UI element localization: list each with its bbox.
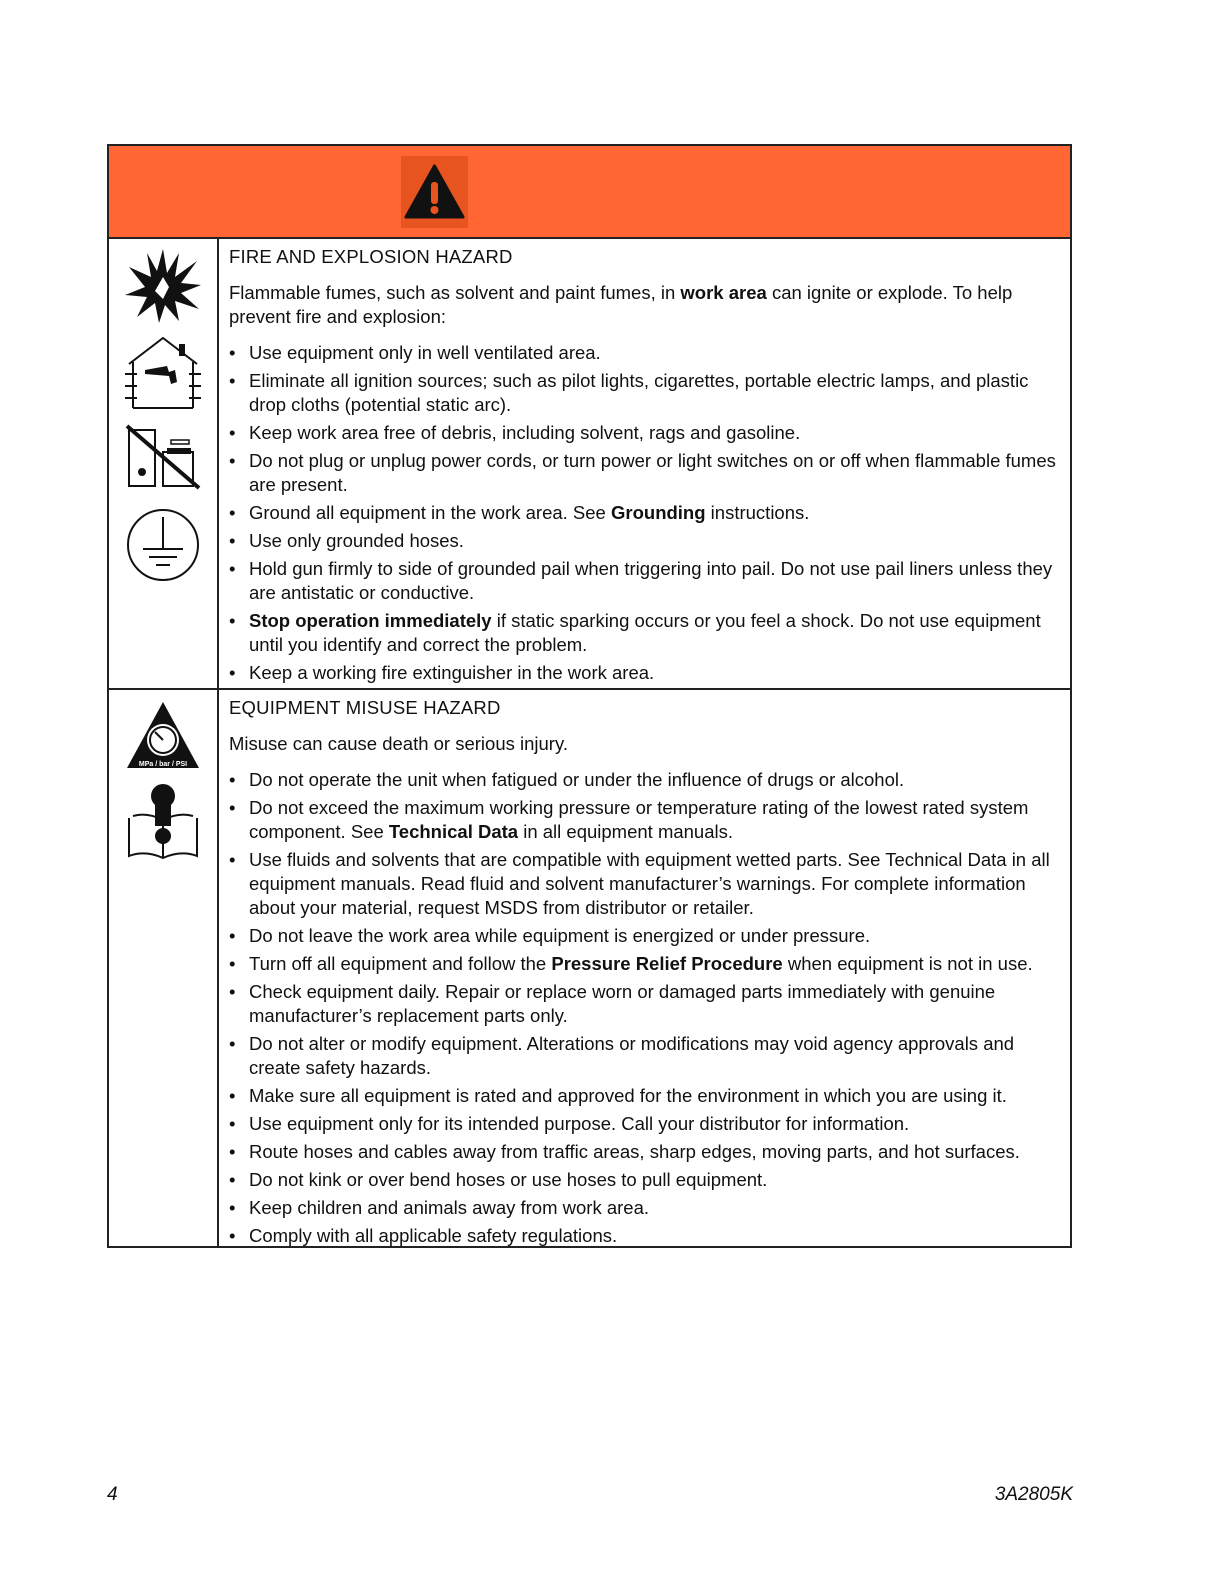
- fire-hazard-text: [229, 239, 1064, 689]
- gauge-label: MPa / bar / PSI: [138, 761, 188, 768]
- list-item: • Make sure all equipment is rated and approved for the environment in which you are using it.: [229, 1084, 1064, 1108]
- ventilated-house-icon: [123, 334, 203, 412]
- list-item: • Stop operation immediately if static sparking occurs or you feel a shock. Do not use equipment until you identify and correct the problem.: [229, 609, 1064, 657]
- warning-triangle-icon: [401, 156, 468, 228]
- fire-hazard-title: FIRE AND EXPLOSION HAZARD: [229, 246, 513, 267]
- list-item: • Keep a working fire extinguisher in the work area.: [229, 661, 1064, 685]
- ground-symbol-icon: [125, 507, 201, 583]
- list-item: • Do not leave the work area while equipment is energized or under pressure.: [229, 924, 1064, 948]
- misuse-hazard-row: [109, 690, 1070, 1246]
- page-number: 4: [107, 1484, 118, 1505]
- misuse-hazard-intro: Misuse can cause death or serious injury.: [229, 733, 568, 754]
- document-id: 3A2805K: [994, 1484, 1073, 1505]
- pressure-gauge-icon: [125, 700, 201, 770]
- list-item: • Do not kink or over bend hoses or use hoses to pull equipment.: [229, 1168, 1064, 1192]
- fire-hazard-icons: [109, 239, 219, 688]
- list-item: • Eliminate all ignition sources; such as pilot lights, cigarettes, portable electric lamps, and plastic drop cloths (potential static arc).: [229, 369, 1064, 417]
- fire-hazard-list: [229, 341, 1064, 685]
- no-ignition-sources-icon: [123, 422, 203, 494]
- fire-hazard-row: [109, 239, 1070, 690]
- list-item: • Route hoses and cables away from traffic areas, sharp edges, moving parts, and hot surfaces.: [229, 1140, 1064, 1164]
- list-item: • Use equipment only in well ventilated area.: [229, 341, 1064, 365]
- list-item: • Hold gun firmly to side of grounded pail when triggering into pail. Do not use pail liners unless they are antistatic or conductive.: [229, 557, 1064, 605]
- misuse-hazard-text: [229, 690, 1064, 1252]
- list-item: • Do not operate the unit when fatigued or under the influence of drugs or alcohol.: [229, 768, 1064, 792]
- list-item: • Keep work area free of debris, including solvent, rags and gasoline.: [229, 421, 1064, 445]
- list-item: • Comply with all applicable safety regulations.: [229, 1224, 1064, 1248]
- warnings-table: [107, 144, 1072, 1248]
- list-item: • Use equipment only for its intended purpose. Call your distributor for information.: [229, 1112, 1064, 1136]
- list-item: • Use fluids and solvents that are compatible with equipment wetted parts. See Technical Data in all equipment manuals. Read fluid and solvent manufacturer’s warnings. For complete information about your material, request MSDS from distributor or retailer.: [229, 848, 1064, 920]
- list-item: • Use only grounded hoses.: [229, 529, 1064, 553]
- list-item: • Ground all equipment in the work area. See Grounding instructions.: [229, 501, 1064, 525]
- explosion-icon: [123, 247, 203, 323]
- fire-hazard-intro: Flammable fumes, such as solvent and paint fumes, in work area can ignite or explode. To help prevent fire and explosion:: [229, 282, 1013, 327]
- list-item: • Check equipment daily. Repair or replace worn or damaged parts immediately with genuine manufacturer’s replacement parts only.: [229, 980, 1064, 1028]
- list-item: • Do not plug or unplug power cords, or turn power or light switches on or off when flammable fumes are present.: [229, 449, 1064, 497]
- read-manual-icon: [125, 782, 201, 862]
- misuse-hazard-list: [229, 768, 1064, 1248]
- misuse-hazard-title: EQUIPMENT MISUSE HAZARD: [229, 697, 501, 718]
- list-item: • Do not exceed the maximum working pressure or temperature rating of the lowest rated system component. See Technical Data in all equipment manuals.: [229, 796, 1064, 844]
- list-item: • Turn off all equipment and follow the Pressure Relief Procedure when equipment is not in use.: [229, 952, 1064, 976]
- list-item: • Keep children and animals away from work area.: [229, 1196, 1064, 1220]
- warning-banner: [109, 146, 1070, 239]
- misuse-hazard-icons: [109, 690, 219, 1246]
- list-item: • Do not alter or modify equipment. Alterations or modifications may void agency approvals and create safety hazards.: [229, 1032, 1064, 1080]
